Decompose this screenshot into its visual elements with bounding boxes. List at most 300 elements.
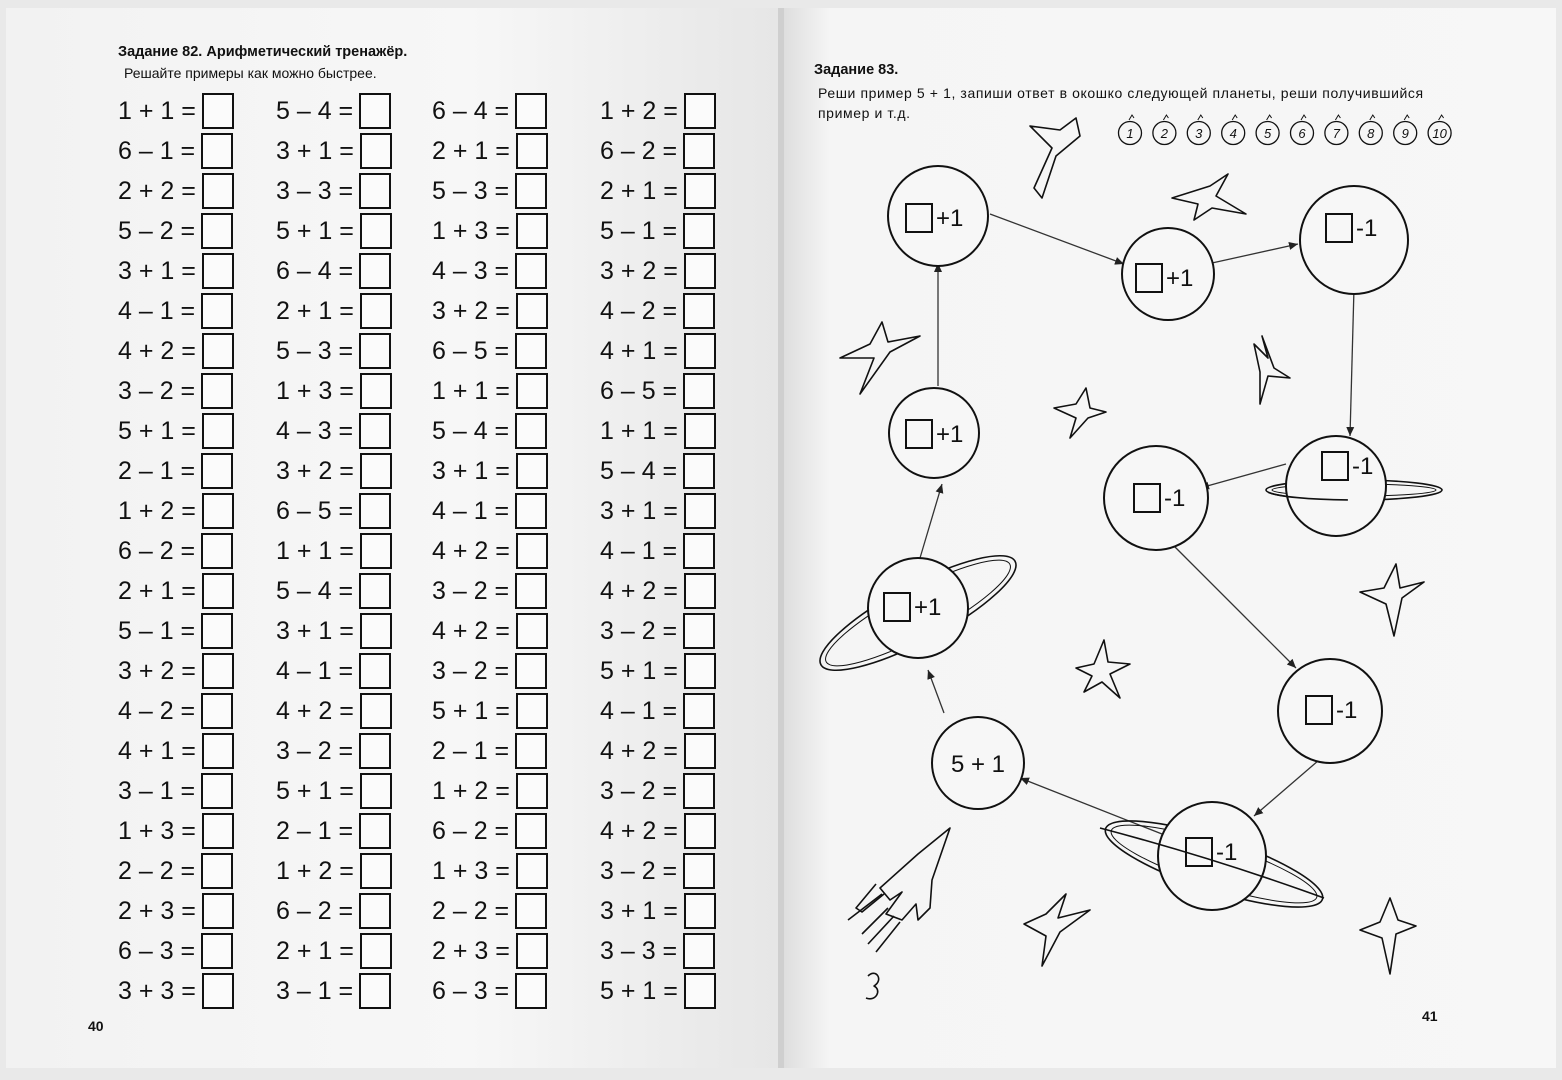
exercise-expression: 3 – 2 =	[600, 776, 678, 805]
exercise-row	[432, 92, 547, 130]
exercise-expression: 5 + 1 =	[432, 696, 510, 725]
exercise-expression: 2 – 1 =	[432, 736, 510, 765]
exercise-row	[276, 212, 392, 250]
exercise-expression: 4 + 2 =	[432, 536, 510, 565]
answer-box[interactable]	[202, 973, 234, 1009]
exercise-row	[276, 372, 392, 410]
exercise-expression: 3 – 2 =	[276, 736, 354, 765]
exercise-expression: 6 – 1 =	[118, 136, 196, 165]
answer-box[interactable]	[684, 333, 716, 369]
exercise-row	[118, 132, 233, 170]
exercise-row	[118, 572, 234, 610]
answer-box[interactable]	[201, 453, 233, 489]
answer-box[interactable]	[515, 893, 547, 929]
exercise-row	[118, 692, 233, 730]
exercise-expression: 5 + 1 =	[600, 656, 678, 685]
exercise-row	[276, 172, 391, 210]
answer-box[interactable]	[515, 733, 547, 769]
answer-box[interactable]	[684, 173, 716, 209]
answer-box[interactable]	[202, 93, 234, 129]
answer-box[interactable]	[683, 853, 715, 889]
exercise-row	[118, 852, 233, 890]
exercise-expression: 4 + 2 =	[276, 696, 354, 725]
answer-circle-number: 9	[1401, 126, 1409, 141]
planet-4-operation: +1	[1166, 265, 1194, 292]
exercise-expression: 3 + 2 =	[276, 456, 354, 485]
exercise-expression: 2 – 1 =	[276, 816, 354, 845]
exercise-expression: 6 – 3 =	[118, 936, 196, 965]
answer-box[interactable]	[359, 493, 391, 529]
answer-box[interactable]	[516, 453, 548, 489]
task-82-instructions: Решайте примеры как можно быстрее.	[124, 65, 377, 81]
answer-box[interactable]	[359, 93, 391, 129]
exercise-row	[118, 932, 233, 970]
exercise-expression: 1 + 2 =	[118, 496, 196, 525]
arrow-p4-to-p5	[1212, 244, 1298, 263]
planet-8	[1278, 659, 1382, 763]
answer-box[interactable]	[684, 253, 716, 289]
answer-box[interactable]	[515, 813, 547, 849]
exercise-expression: 4 + 2 =	[118, 336, 196, 365]
answer-box[interactable]	[683, 213, 715, 249]
exercise-expression: 1 + 3 =	[432, 216, 510, 245]
answer-box[interactable]	[202, 733, 234, 769]
answer-box[interactable]	[683, 133, 715, 169]
answer-box[interactable]	[516, 773, 548, 809]
exercise-expression: 2 + 1 =	[432, 136, 510, 165]
answer-box[interactable]	[359, 813, 391, 849]
answer-box[interactable]	[202, 173, 234, 209]
star-icon	[1030, 118, 1080, 198]
answer-box[interactable]	[516, 613, 548, 649]
exercise-row	[432, 452, 548, 490]
exercise-expression: 4 – 1 =	[276, 656, 354, 685]
answer-box[interactable]	[201, 693, 233, 729]
exercise-expression: 4 – 1 =	[600, 696, 678, 725]
answer-box[interactable]	[360, 373, 392, 409]
exercise-row	[118, 732, 234, 770]
answer-box[interactable]	[201, 773, 233, 809]
answer-circle	[1359, 115, 1382, 145]
exercise-expression: 3 + 3 =	[118, 976, 196, 1005]
answer-circle-number: 2	[1160, 126, 1169, 141]
exercise-expression: 2 – 1 =	[118, 456, 196, 485]
answer-box[interactable]	[201, 213, 233, 249]
answer-box[interactable]	[683, 933, 715, 969]
planet-7	[1104, 446, 1208, 550]
exercise-row	[118, 532, 233, 570]
exercise-expression: 6 – 2 =	[600, 136, 678, 165]
exercise-row	[276, 132, 392, 170]
answer-box[interactable]	[360, 133, 392, 169]
exercise-row	[118, 332, 234, 370]
exercise-row	[118, 452, 233, 490]
answer-box[interactable]	[683, 693, 715, 729]
planet-2	[889, 388, 979, 478]
exercise-expression: 3 – 2 =	[432, 656, 510, 685]
answer-box[interactable]	[516, 293, 548, 329]
answer-box[interactable]	[515, 653, 547, 689]
exercise-row	[432, 812, 547, 850]
page-number-right: 41	[1422, 1008, 1438, 1024]
answer-box[interactable]	[516, 533, 548, 569]
exercise-row	[600, 732, 716, 770]
answer-box[interactable]	[360, 613, 392, 649]
left-page	[6, 8, 780, 1068]
planet-5	[1300, 186, 1408, 294]
exercise-expression: 1 + 3 =	[118, 816, 196, 845]
answer-box[interactable]	[683, 533, 715, 569]
star-icon	[1172, 174, 1246, 220]
exercise-row	[118, 652, 234, 690]
exercise-row	[600, 252, 716, 290]
planet-start-expression: 5 + 1	[950, 751, 1006, 778]
answer-box[interactable]	[516, 133, 548, 169]
exercise-row	[276, 92, 391, 130]
exercise-expression: 4 – 3 =	[276, 416, 354, 445]
answer-box[interactable]	[359, 253, 391, 289]
planet-9	[1098, 802, 1331, 924]
exercise-row	[432, 932, 548, 970]
exercise-row	[600, 372, 715, 410]
answer-box[interactable]	[201, 373, 233, 409]
exercise-row	[600, 92, 716, 130]
answer-circle	[1291, 115, 1314, 145]
answer-circle-number: 4	[1229, 126, 1237, 141]
task-83-title: Задание 83.	[814, 62, 899, 78]
exercise-expression: 3 – 2 =	[118, 376, 196, 405]
answer-box[interactable]	[516, 933, 548, 969]
exercise-row	[276, 932, 392, 970]
exercise-row	[600, 772, 715, 810]
answer-box[interactable]	[683, 613, 715, 649]
exercise-row	[276, 652, 391, 690]
answer-box[interactable]	[202, 253, 234, 289]
answer-box[interactable]	[516, 693, 548, 729]
answer-box[interactable]	[201, 613, 233, 649]
answer-box[interactable]	[515, 973, 547, 1009]
exercise-row	[600, 812, 716, 850]
planet-start	[932, 717, 1024, 809]
answer-box[interactable]	[201, 533, 233, 569]
arrow-p6-to-p7	[1200, 464, 1286, 488]
answer-box[interactable]	[516, 373, 548, 409]
answer-box[interactable]	[201, 853, 233, 889]
exercise-expression: 2 + 3 =	[118, 896, 196, 925]
exercise-row	[432, 172, 547, 210]
planet-6-operation: -1	[1352, 453, 1374, 480]
planet-7-operation: -1	[1164, 485, 1186, 512]
answer-box[interactable]	[515, 253, 547, 289]
exercise-expression: 4 – 1 =	[600, 536, 678, 565]
answer-box[interactable]	[684, 573, 716, 609]
answer-box[interactable]	[201, 133, 233, 169]
exercise-expression: 5 + 1 =	[276, 776, 354, 805]
answer-box[interactable]	[359, 413, 391, 449]
exercise-expression: 5 – 3 =	[276, 336, 354, 365]
answer-box[interactable]	[360, 853, 392, 889]
exercise-row	[276, 532, 392, 570]
exercise-expression: 1 + 1 =	[432, 376, 510, 405]
answer-box[interactable]	[359, 653, 391, 689]
answer-box[interactable]	[684, 413, 716, 449]
exercise-row	[600, 332, 716, 370]
answer-box[interactable]	[684, 813, 716, 849]
answer-circle	[1325, 115, 1348, 145]
exercise-row	[432, 492, 547, 530]
exercise-expression: 1 + 2 =	[276, 856, 354, 885]
exercise-expression: 5 – 1 =	[118, 616, 196, 645]
exercise-row	[600, 652, 716, 690]
exercise-expression: 6 – 5 =	[276, 496, 354, 525]
exercise-row	[600, 612, 715, 650]
exercise-row	[600, 212, 715, 250]
answer-box[interactable]	[684, 493, 716, 529]
answer-box[interactable]	[360, 773, 392, 809]
exercise-expression: 2 + 1 =	[600, 176, 678, 205]
planet-3	[888, 166, 988, 266]
answer-circle	[1428, 115, 1451, 145]
star-icon	[840, 322, 920, 394]
right-page	[784, 8, 1556, 1068]
exercise-expression: 6 – 4 =	[276, 256, 354, 285]
answer-box[interactable]	[360, 933, 392, 969]
answer-circle	[1153, 115, 1176, 145]
arrow-start-to-p1	[928, 670, 944, 713]
task-82-title: Задание 82. Арифметический тренажёр.	[118, 44, 408, 60]
star-icon	[1254, 336, 1290, 404]
space-maze-illustration	[784, 8, 1556, 1068]
exercise-row	[118, 252, 234, 290]
exercise-row	[118, 372, 233, 410]
exercise-row	[432, 372, 548, 410]
exercise-expression: 4 – 2 =	[600, 296, 678, 325]
exercise-expression: 4 – 2 =	[118, 696, 196, 725]
exercise-expression: 5 + 1 =	[118, 416, 196, 445]
answer-box[interactable]	[202, 573, 234, 609]
answer-box[interactable]	[515, 93, 547, 129]
answer-box[interactable]	[515, 413, 547, 449]
exercise-expression: 4 – 1 =	[118, 296, 196, 325]
exercise-expression: 1 + 1 =	[276, 536, 354, 565]
exercise-row	[432, 612, 548, 650]
exercise-expression: 5 – 2 =	[118, 216, 196, 245]
exercise-expression: 6 – 5 =	[432, 336, 510, 365]
exercise-expression: 1 + 3 =	[276, 376, 354, 405]
answer-circle	[1187, 115, 1210, 145]
exercise-row	[432, 412, 547, 450]
planet-8-operation: -1	[1336, 697, 1358, 724]
exercise-expression: 1 + 1 =	[600, 416, 678, 445]
exercise-expression: 6 – 3 =	[432, 976, 510, 1005]
exercise-row	[118, 92, 234, 130]
exercise-expression: 3 + 1 =	[432, 456, 510, 485]
planet-6	[1266, 436, 1442, 536]
answer-box[interactable]	[684, 973, 716, 1009]
answer-box[interactable]	[684, 653, 716, 689]
answer-circles-row	[1119, 115, 1452, 145]
answer-box[interactable]	[359, 173, 391, 209]
answer-box[interactable]	[516, 853, 548, 889]
answer-box[interactable]	[515, 493, 547, 529]
answer-box[interactable]	[359, 733, 391, 769]
exercise-expression: 2 – 2 =	[118, 856, 196, 885]
exercise-expression: 6 – 2 =	[118, 536, 196, 565]
exercise-row	[276, 892, 391, 930]
answer-box[interactable]	[201, 933, 233, 969]
exercise-row	[432, 892, 547, 930]
answer-box[interactable]	[360, 293, 392, 329]
exercise-row	[276, 332, 391, 370]
answer-box[interactable]	[683, 293, 715, 329]
exercise-row	[432, 772, 548, 810]
planet-3-operation: +1	[936, 205, 964, 232]
rocket-icon	[848, 828, 950, 999]
exercise-row	[276, 692, 392, 730]
exercise-expression: 5 – 4 =	[432, 416, 510, 445]
exercise-expression: 3 – 2 =	[600, 856, 678, 885]
answer-box[interactable]	[683, 773, 715, 809]
answer-box[interactable]	[684, 93, 716, 129]
exercise-row	[118, 292, 233, 330]
exercise-expression: 3 – 1 =	[276, 976, 354, 1005]
exercise-row	[600, 932, 715, 970]
exercise-row	[600, 492, 716, 530]
answer-box[interactable]	[359, 573, 391, 609]
star-icon	[1360, 564, 1424, 636]
exercise-row	[276, 252, 391, 290]
exercise-expression: 3 + 1 =	[118, 256, 196, 285]
exercise-expression: 5 – 4 =	[276, 576, 354, 605]
exercise-expression: 5 + 1 =	[276, 216, 354, 245]
exercise-row	[276, 572, 391, 610]
exercise-expression: 3 + 1 =	[276, 616, 354, 645]
answer-box[interactable]	[684, 893, 716, 929]
exercise-row	[600, 852, 715, 890]
star-icon	[1054, 388, 1106, 438]
exercise-row	[276, 772, 392, 810]
answer-box[interactable]	[515, 333, 547, 369]
answer-circle	[1119, 115, 1142, 145]
exercise-row	[276, 492, 391, 530]
exercise-row	[600, 452, 715, 490]
exercise-expression: 5 – 4 =	[276, 96, 354, 125]
answer-box[interactable]	[515, 573, 547, 609]
answer-box[interactable]	[684, 733, 716, 769]
exercise-row	[432, 332, 547, 370]
exercise-expression: 3 + 2 =	[600, 256, 678, 285]
exercise-row	[600, 412, 716, 450]
star-icon	[1360, 898, 1416, 974]
answer-box[interactable]	[359, 973, 391, 1009]
page-number-left: 40	[88, 1018, 104, 1034]
exercise-row	[276, 732, 391, 770]
exercise-expression: 3 + 2 =	[118, 656, 196, 685]
answer-box[interactable]	[683, 373, 715, 409]
exercise-row	[276, 812, 391, 850]
answer-box[interactable]	[359, 333, 391, 369]
exercise-row	[118, 812, 234, 850]
exercise-row	[276, 612, 392, 650]
exercise-expression: 1 + 1 =	[118, 96, 196, 125]
answer-box[interactable]	[202, 813, 234, 849]
answer-circle-number: 7	[1332, 126, 1341, 141]
answer-box[interactable]	[360, 693, 392, 729]
exercise-expression: 3 – 3 =	[600, 936, 678, 965]
exercise-row	[600, 892, 716, 930]
exercise-row	[118, 492, 234, 530]
exercise-expression: 4 + 2 =	[600, 816, 678, 845]
exercise-row	[118, 212, 233, 250]
answer-box[interactable]	[683, 453, 715, 489]
exercise-expression: 4 + 2 =	[600, 576, 678, 605]
answer-box[interactable]	[515, 173, 547, 209]
answer-box[interactable]	[202, 493, 234, 529]
task-83-instructions: Реши пример 5 + 1, запиши ответ в окошко следующей планеты, реши получившийся пример и т.д.	[818, 85, 1424, 121]
exercise-expression: 2 + 3 =	[432, 936, 510, 965]
exercise-row	[276, 452, 392, 490]
answer-circle-number: 8	[1367, 126, 1375, 141]
star-icon	[1076, 640, 1130, 698]
exercise-expression: 3 – 3 =	[276, 176, 354, 205]
exercise-expression: 6 – 2 =	[276, 896, 354, 925]
exercise-row	[432, 132, 548, 170]
exercise-row	[432, 212, 548, 250]
exercise-expression: 1 + 2 =	[432, 776, 510, 805]
planet-5-operation: -1	[1356, 215, 1378, 242]
exercise-expression: 4 + 1 =	[600, 336, 678, 365]
answer-circle-number: 3	[1195, 126, 1203, 141]
exercise-expression: 2 + 2 =	[118, 176, 196, 205]
exercise-row	[432, 692, 548, 730]
answer-box[interactable]	[202, 333, 234, 369]
answer-box[interactable]	[360, 213, 392, 249]
answer-box[interactable]	[359, 893, 391, 929]
answer-box[interactable]	[360, 453, 392, 489]
exercise-expression: 3 + 1 =	[600, 496, 678, 525]
exercise-row	[600, 292, 715, 330]
answer-box[interactable]	[202, 893, 234, 929]
exercise-row	[600, 172, 716, 210]
exercise-expression: 4 + 2 =	[432, 616, 510, 645]
arrow-p8-to-p9	[1254, 754, 1326, 816]
answer-circle	[1394, 115, 1417, 145]
exercise-expression: 5 – 1 =	[600, 216, 678, 245]
exercise-expression: 3 – 2 =	[600, 616, 678, 645]
exercise-row	[276, 852, 392, 890]
exercise-row	[118, 772, 233, 810]
exercise-expression: 6 – 5 =	[600, 376, 678, 405]
answer-box[interactable]	[201, 293, 233, 329]
exercise-row	[432, 732, 547, 770]
arrow-p1-to-p2	[920, 484, 942, 558]
exercise-expression: 5 – 4 =	[600, 456, 678, 485]
exercise-expression: 4 – 3 =	[432, 256, 510, 285]
planet-2-operation: +1	[936, 421, 964, 448]
arrow-p7-to-p8	[1174, 546, 1296, 668]
exercise-row	[276, 292, 392, 330]
answer-box[interactable]	[202, 653, 234, 689]
exercise-row	[118, 412, 234, 450]
answer-circle-number: 10	[1432, 126, 1447, 141]
exercise-row	[118, 972, 234, 1010]
exercise-expression: 4 + 1 =	[118, 736, 196, 765]
answer-box[interactable]	[360, 533, 392, 569]
answer-box[interactable]	[516, 213, 548, 249]
answer-box[interactable]	[202, 413, 234, 449]
exercise-expression: 6 – 4 =	[432, 96, 510, 125]
star-icon	[1024, 894, 1090, 966]
